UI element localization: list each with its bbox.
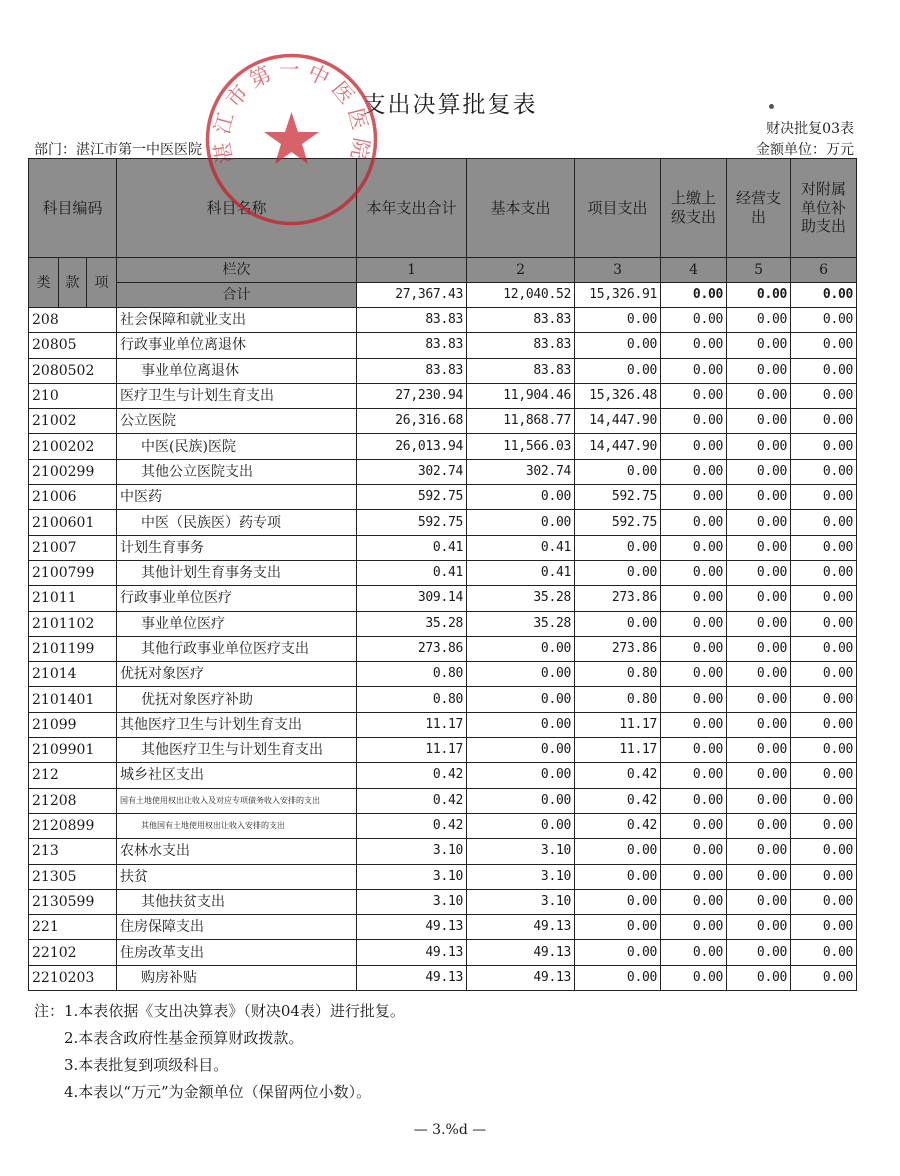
amount-cell: 0.80 — [357, 687, 467, 712]
amount-cell: 0.00 — [727, 510, 791, 535]
amount-cell: 27,230.94 — [357, 383, 467, 408]
amount-cell: 0.00 — [467, 738, 575, 763]
total-value: 0.00 — [727, 283, 791, 308]
amount-cell: 0.00 — [791, 358, 857, 383]
department-label: 部门：湛江市第一中医医院 — [34, 142, 202, 158]
subject-code: 21014 — [29, 662, 117, 687]
page-title: 支出决算批复表 — [362, 92, 538, 118]
table-row — [29, 813, 857, 838]
table-row — [29, 383, 857, 408]
amount-cell: 0.00 — [575, 358, 661, 383]
table-row — [29, 510, 857, 535]
subject-name: 公立医院 — [117, 409, 357, 434]
table-row — [29, 409, 857, 434]
table-row — [29, 358, 857, 383]
amount-cell: 83.83 — [357, 333, 467, 358]
notes-section — [34, 998, 405, 1106]
table-row — [29, 965, 857, 990]
amount-cell: 0.00 — [661, 662, 727, 687]
total-value: 12,040.52 — [467, 283, 575, 308]
amount-cell: 15,326.48 — [575, 383, 661, 408]
amount-cell: 0.42 — [575, 763, 661, 788]
amount-unit: 金额单位：万元 — [756, 142, 854, 158]
subject-code: 210 — [29, 383, 117, 408]
amount-cell: 0.00 — [467, 510, 575, 535]
amount-cell: 0.00 — [727, 434, 791, 459]
amount-cell: 0.00 — [661, 940, 727, 965]
subject-name: 住房改革支出 — [117, 940, 357, 965]
amount-cell: 0.00 — [791, 636, 857, 661]
amount-cell: 49.13 — [357, 915, 467, 940]
svg-text:湛江市第一中医医院: 湛江市第一中医医院 — [209, 57, 374, 168]
table-row — [29, 560, 857, 585]
amount-cell: 0.00 — [575, 333, 661, 358]
amount-cell: 0.00 — [727, 459, 791, 484]
table-row — [29, 662, 857, 687]
subject-code: 2101401 — [29, 687, 117, 712]
amount-cell: 3.10 — [467, 839, 575, 864]
amount-cell: 0.42 — [357, 813, 467, 838]
subject-code: 21002 — [29, 409, 117, 434]
subject-code: 21011 — [29, 586, 117, 611]
amount-cell: 0.00 — [661, 535, 727, 560]
header-xiang: 项 — [87, 258, 117, 308]
amount-cell: 0.00 — [467, 485, 575, 510]
amount-cell: 49.13 — [467, 915, 575, 940]
amount-cell: 49.13 — [357, 940, 467, 965]
amount-cell: 0.00 — [467, 636, 575, 661]
amount-cell: 0.00 — [661, 636, 727, 661]
amount-cell: 11.17 — [575, 738, 661, 763]
amount-cell: 0.00 — [575, 965, 661, 990]
amount-cell: 0.00 — [661, 839, 727, 864]
amount-cell: 3.10 — [467, 864, 575, 889]
amount-cell: 11.17 — [357, 712, 467, 737]
col-num: 6 — [791, 258, 857, 283]
amount-cell: 0.00 — [727, 889, 791, 914]
amount-cell: 14,447.90 — [575, 409, 661, 434]
amount-cell: 0.42 — [357, 763, 467, 788]
amount-cell: 0.00 — [727, 586, 791, 611]
table-row — [29, 839, 857, 864]
amount-cell: 0.00 — [791, 560, 857, 585]
subject-name: 其他公立医院支出 — [117, 459, 357, 484]
amount-cell: 0.00 — [661, 383, 727, 408]
col-num: 2 — [467, 258, 575, 283]
col-num: 4 — [661, 258, 727, 283]
subject-code: 20805 — [29, 333, 117, 358]
amount-cell: 0.00 — [661, 409, 727, 434]
subject-name: 其他国有土地使用权出让收入安排的支出 — [117, 813, 357, 838]
amount-cell: 83.83 — [467, 358, 575, 383]
amount-cell: 0.00 — [661, 738, 727, 763]
table-row — [29, 459, 857, 484]
amount-cell: 0.00 — [575, 560, 661, 585]
amount-cell: 49.13 — [357, 965, 467, 990]
subject-name: 优抚对象医疗 — [117, 662, 357, 687]
table-row — [29, 889, 857, 914]
amount-cell: 49.13 — [467, 965, 575, 990]
table-row — [29, 712, 857, 737]
amount-cell: 0.00 — [661, 358, 727, 383]
amount-cell: 0.00 — [661, 586, 727, 611]
amount-cell: 273.86 — [575, 636, 661, 661]
amount-cell: 0.41 — [357, 560, 467, 585]
header-lanci: 栏次 — [117, 258, 357, 283]
amount-cell: 83.83 — [357, 308, 467, 333]
amount-cell: 0.00 — [575, 915, 661, 940]
amount-cell: 26,013.94 — [357, 434, 467, 459]
subject-code: 2109901 — [29, 738, 117, 763]
amount-cell: 0.00 — [791, 611, 857, 636]
subject-code: 213 — [29, 839, 117, 864]
amount-cell: 0.00 — [661, 459, 727, 484]
amount-cell: 0.00 — [791, 965, 857, 990]
subject-name: 计划生育事务 — [117, 535, 357, 560]
amount-cell: 0.00 — [791, 813, 857, 838]
subject-name: 其他医疗卫生与计划生育支出 — [117, 738, 357, 763]
amount-cell: 0.00 — [727, 965, 791, 990]
table-row — [29, 915, 857, 940]
amount-cell: 83.83 — [357, 358, 467, 383]
amount-cell: 0.41 — [467, 535, 575, 560]
amount-cell: 3.10 — [467, 889, 575, 914]
total-value: 0.00 — [791, 283, 857, 308]
amount-cell: 0.00 — [575, 459, 661, 484]
amount-cell: 0.00 — [467, 813, 575, 838]
amount-cell: 0.00 — [467, 763, 575, 788]
amount-cell: 0.00 — [727, 839, 791, 864]
amount-cell: 0.00 — [727, 738, 791, 763]
header-kuan: 款 — [59, 258, 87, 308]
header-basic: 基本支出 — [467, 159, 575, 258]
subject-name: 中医（民族医）药专项 — [117, 510, 357, 535]
amount-cell: 3.10 — [357, 839, 467, 864]
amount-cell: 11.17 — [575, 712, 661, 737]
amount-cell: 3.10 — [357, 864, 467, 889]
amount-cell: 3.10 — [357, 889, 467, 914]
amount-cell: 0.00 — [575, 839, 661, 864]
note-line: 注：1.本表依据《支出决算表》（财决04表）进行批复。 — [34, 1002, 405, 1020]
amount-cell: 0.00 — [791, 535, 857, 560]
subject-code: 2130599 — [29, 889, 117, 914]
amount-cell: 0.00 — [791, 409, 857, 434]
expenditure-table — [28, 158, 857, 991]
amount-cell: 0.00 — [661, 763, 727, 788]
note-line: 4.本表以“万元”为金额单位（保留两位小数）。 — [64, 1083, 372, 1101]
amount-cell: 14,447.90 — [575, 434, 661, 459]
amount-cell: 302.74 — [357, 459, 467, 484]
subject-code: 2120899 — [29, 813, 117, 838]
table-row — [29, 788, 857, 813]
subject-name: 其他扶贫支出 — [117, 889, 357, 914]
col-num: 5 — [727, 258, 791, 283]
subject-name: 中医药 — [117, 485, 357, 510]
amount-cell: 0.00 — [791, 864, 857, 889]
subject-name: 医疗卫生与计划生育支出 — [117, 383, 357, 408]
subject-name: 事业单位医疗 — [117, 611, 357, 636]
table-row — [29, 333, 857, 358]
header-subsidy: 对附属单位补助支出 — [791, 159, 857, 258]
amount-cell: 0.00 — [661, 560, 727, 585]
total-value: 27,367.43 — [357, 283, 467, 308]
amount-cell: 0.41 — [357, 535, 467, 560]
amount-cell: 0.00 — [791, 940, 857, 965]
note-line: 2.本表含政府性基金预算财政拨款。 — [64, 1029, 304, 1047]
subject-code: 212 — [29, 763, 117, 788]
amount-cell: 0.00 — [661, 965, 727, 990]
amount-cell: 0.00 — [467, 687, 575, 712]
amount-cell: 26,316.68 — [357, 409, 467, 434]
subject-code: 2100299 — [29, 459, 117, 484]
amount-cell: 0.00 — [791, 763, 857, 788]
amount-cell: 0.00 — [727, 560, 791, 585]
subject-name: 其他计划生育事务支出 — [117, 560, 357, 585]
subject-name: 城乡社区支出 — [117, 763, 357, 788]
amount-cell: 0.41 — [467, 560, 575, 585]
table-row — [29, 434, 857, 459]
amount-cell: 0.00 — [791, 889, 857, 914]
amount-cell: 0.00 — [727, 535, 791, 560]
table-row — [29, 485, 857, 510]
subject-code: 21208 — [29, 788, 117, 813]
amount-cell: 0.00 — [791, 687, 857, 712]
table-row — [29, 586, 857, 611]
subject-name: 购房补贴 — [117, 965, 357, 990]
amount-cell: 0.00 — [661, 712, 727, 737]
amount-cell: 0.00 — [661, 434, 727, 459]
subject-code: 21099 — [29, 712, 117, 737]
amount-cell: 0.00 — [661, 510, 727, 535]
amount-cell: 0.00 — [791, 308, 857, 333]
subject-code: 21006 — [29, 485, 117, 510]
table-row — [29, 738, 857, 763]
amount-cell: 0.00 — [575, 611, 661, 636]
header-project: 项目支出 — [575, 159, 661, 258]
amount-cell: 0.00 — [791, 738, 857, 763]
amount-cell: 0.00 — [727, 763, 791, 788]
amount-cell: 0.00 — [791, 459, 857, 484]
amount-cell: 0.00 — [727, 687, 791, 712]
subject-code: 2100799 — [29, 560, 117, 585]
amount-cell: 0.00 — [575, 864, 661, 889]
amount-cell: 592.75 — [575, 485, 661, 510]
amount-cell: 11,904.46 — [467, 383, 575, 408]
subject-name: 行政事业单位医疗 — [117, 586, 357, 611]
amount-cell: 0.00 — [661, 864, 727, 889]
table-row — [29, 308, 857, 333]
amount-cell: 0.00 — [467, 662, 575, 687]
table-row — [29, 611, 857, 636]
amount-cell: 0.00 — [727, 636, 791, 661]
amount-cell: 0.00 — [727, 813, 791, 838]
subject-name: 国有土地使用权出让收入及对应专项债务收入安排的支出 — [117, 788, 357, 813]
subject-code: 22102 — [29, 940, 117, 965]
subject-name: 优抚对象医疗补助 — [117, 687, 357, 712]
subject-code: 2100202 — [29, 434, 117, 459]
amount-cell: 0.00 — [791, 586, 857, 611]
amount-cell: 0.00 — [727, 940, 791, 965]
amount-cell: 0.00 — [661, 788, 727, 813]
amount-cell: 11.17 — [357, 738, 467, 763]
amount-cell: 0.00 — [791, 434, 857, 459]
subject-name: 其他医疗卫生与计划生育支出 — [117, 712, 357, 737]
subject-name: 扶贫 — [117, 864, 357, 889]
table-row — [29, 940, 857, 965]
amount-cell: 302.74 — [467, 459, 575, 484]
amount-cell: 0.00 — [791, 712, 857, 737]
amount-cell: 0.00 — [661, 687, 727, 712]
amount-cell: 0.00 — [727, 712, 791, 737]
header-lei: 类 — [29, 258, 59, 308]
amount-cell: 0.00 — [727, 788, 791, 813]
amount-cell: 309.14 — [357, 586, 467, 611]
amount-cell: 0.00 — [661, 611, 727, 636]
note-line: 3.本表批复到项级科目。 — [64, 1056, 229, 1074]
amount-cell: 0.00 — [727, 333, 791, 358]
amount-cell: 0.00 — [791, 510, 857, 535]
header-business: 经营支出 — [727, 159, 791, 258]
amount-cell: 35.28 — [467, 586, 575, 611]
amount-cell: 0.00 — [661, 813, 727, 838]
form-code: 财决批复03表 — [766, 121, 854, 137]
amount-cell: 0.00 — [661, 308, 727, 333]
amount-cell: 0.00 — [791, 788, 857, 813]
table-row — [29, 763, 857, 788]
amount-cell: 0.00 — [791, 662, 857, 687]
amount-cell: 592.75 — [357, 485, 467, 510]
amount-cell: 273.86 — [357, 636, 467, 661]
subject-name: 农林水支出 — [117, 839, 357, 864]
header-name: 科目名称 — [117, 159, 357, 258]
subject-name: 其他行政事业单位医疗支出 — [117, 636, 357, 661]
amount-cell: 0.80 — [575, 687, 661, 712]
subject-name: 事业单位离退休 — [117, 358, 357, 383]
col-num: 1 — [357, 258, 467, 283]
amount-cell: 0.00 — [661, 889, 727, 914]
amount-cell: 0.00 — [727, 915, 791, 940]
subject-code: 21305 — [29, 864, 117, 889]
amount-cell: 592.75 — [357, 510, 467, 535]
amount-cell: 0.00 — [791, 333, 857, 358]
amount-cell: 0.00 — [791, 383, 857, 408]
amount-cell: 0.00 — [791, 839, 857, 864]
amount-cell: 0.00 — [727, 383, 791, 408]
table-row — [29, 535, 857, 560]
amount-cell: 0.00 — [791, 915, 857, 940]
amount-cell: 83.83 — [467, 308, 575, 333]
amount-cell: 0.00 — [727, 662, 791, 687]
amount-cell: 49.13 — [467, 940, 575, 965]
subject-name: 中医(民族)医院 — [117, 434, 357, 459]
amount-cell: 0.00 — [661, 915, 727, 940]
amount-cell: 0.80 — [357, 662, 467, 687]
amount-cell: 0.00 — [575, 940, 661, 965]
amount-cell: 0.00 — [727, 611, 791, 636]
amount-cell: 0.00 — [575, 889, 661, 914]
amount-cell: 0.42 — [575, 788, 661, 813]
subject-code: 2100601 — [29, 510, 117, 535]
amount-cell: 0.80 — [575, 662, 661, 687]
subject-name: 社会保障和就业支出 — [117, 308, 357, 333]
header-total: 本年支出合计 — [357, 159, 467, 258]
total-value: 15,326.91 — [575, 283, 661, 308]
amount-cell: 0.00 — [727, 409, 791, 434]
amount-cell: 273.86 — [575, 586, 661, 611]
amount-cell: 83.83 — [467, 333, 575, 358]
subject-code: 2080502 — [29, 358, 117, 383]
amount-cell: 0.00 — [467, 788, 575, 813]
amount-cell: 35.28 — [467, 611, 575, 636]
amount-cell: 0.42 — [357, 788, 467, 813]
subject-name: 行政事业单位离退休 — [117, 333, 357, 358]
table-body — [29, 308, 857, 991]
amount-cell: 35.28 — [357, 611, 467, 636]
amount-cell: 592.75 — [575, 510, 661, 535]
page-number: — 3.%d — — [413, 1122, 487, 1138]
header-code: 科目编码 — [29, 159, 117, 258]
subject-code: 221 — [29, 915, 117, 940]
col-num: 3 — [575, 258, 661, 283]
amount-cell: 0.00 — [467, 712, 575, 737]
amount-cell: 0.00 — [661, 333, 727, 358]
amount-cell: 11,868.77 — [467, 409, 575, 434]
amount-cell: 0.00 — [791, 485, 857, 510]
amount-cell: 0.00 — [727, 485, 791, 510]
amount-cell: 0.42 — [575, 813, 661, 838]
table-row — [29, 864, 857, 889]
header-upper: 上缴上级支出 — [661, 159, 727, 258]
amount-cell: 0.00 — [575, 308, 661, 333]
amount-cell: 0.00 — [575, 535, 661, 560]
amount-cell: 0.00 — [727, 308, 791, 333]
total-label: 合计 — [117, 283, 357, 308]
subject-code: 208 — [29, 308, 117, 333]
subject-code: 2101102 — [29, 611, 117, 636]
subject-name: 住房保障支出 — [117, 915, 357, 940]
subject-code: 21007 — [29, 535, 117, 560]
table-row — [29, 687, 857, 712]
amount-cell: 11,566.03 — [467, 434, 575, 459]
subject-code: 2210203 — [29, 965, 117, 990]
amount-cell: 0.00 — [727, 358, 791, 383]
total-value: 0.00 — [661, 283, 727, 308]
table-row — [29, 636, 857, 661]
amount-cell: 0.00 — [661, 485, 727, 510]
amount-cell: 0.00 — [727, 864, 791, 889]
subject-code: 2101199 — [29, 636, 117, 661]
